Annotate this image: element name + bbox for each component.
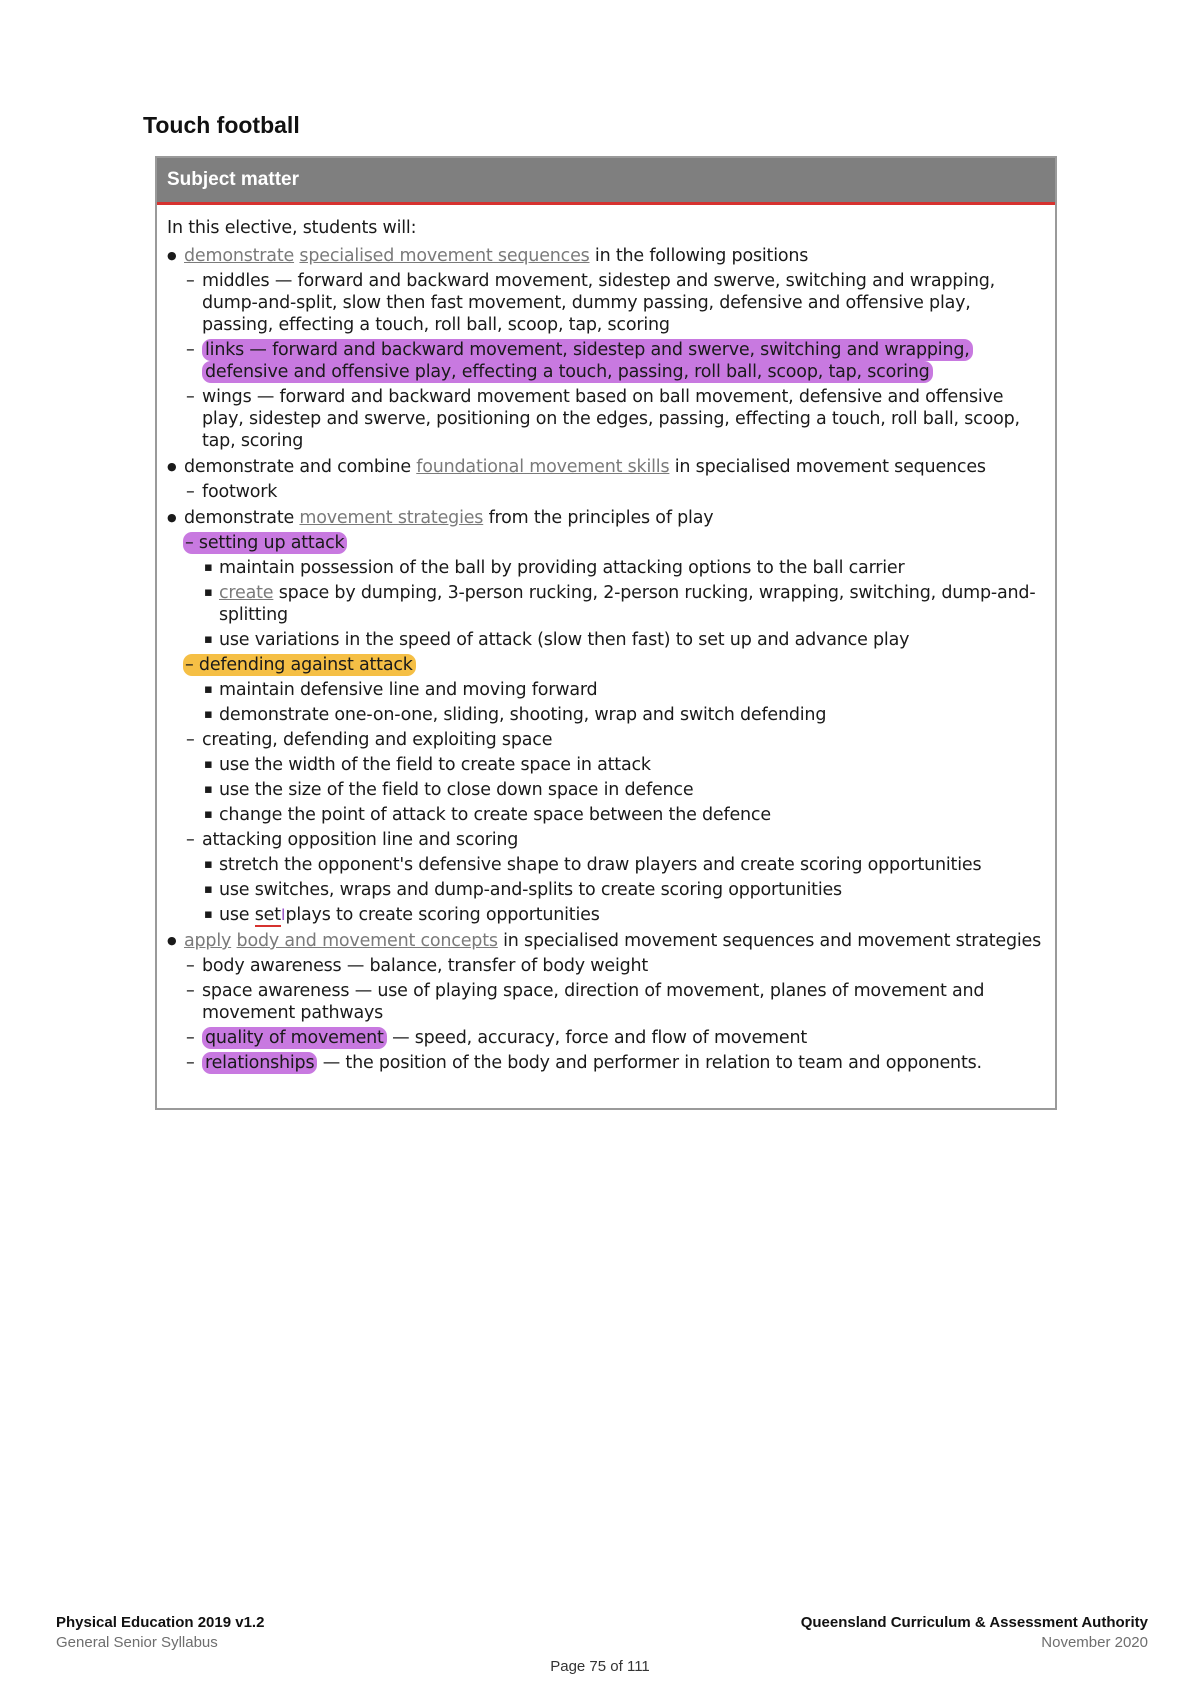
highlight-relationships[interactable]: relationships — [202, 1052, 317, 1074]
sub-item-text: defending against attack — [198, 655, 413, 675]
highlight-quality-of-movement[interactable]: quality of movement — [202, 1027, 387, 1049]
sub-item-creating-space: – creating, defending and exploiting space — [186, 730, 553, 750]
point-defending-types: ▪ demonstrate one-on-one, sliding, shooting, wrap and switch defending — [167, 704, 1043, 726]
sub-item-wings: – wings — forward and backward movement based on ball movement, defensive and offensive play, sidestep and swerve, positioning on the edges, passing, effecting a touch, roll ball, scoop, tap, scoring — [186, 387, 1020, 451]
sub-item-body-awareness: – body awareness — balance, transfer of body weight — [186, 956, 649, 976]
sub-item-text: body awareness — balance, transfer of body weight — [202, 956, 649, 976]
point-size: ▪ use the size of the field to close down space in defence — [167, 779, 1043, 801]
point-text: space by dumping, 3-person rucking, 2-person rucking, wrapping, switching, dump-and-splitting — [219, 583, 1036, 625]
glossary-link-body-and-movement-concepts[interactable]: body and movement concepts — [236, 931, 498, 951]
sub-item-footwork: – footwork — [186, 482, 278, 502]
sub-item-text: setting up attack — [198, 533, 345, 553]
glossary-link-foundational-movement-skills[interactable]: foundational movement skills — [416, 457, 670, 477]
point-create-space — [167, 582, 1043, 626]
footer-date: November 2020 — [1041, 1634, 1148, 1651]
glossary-link-create[interactable]: create — [219, 583, 274, 603]
section-heading: Touch football — [143, 112, 300, 138]
point-maintain-possession: ▪ maintain possession of the ball by providing attacking options to the ball carrier — [167, 557, 1043, 579]
spellcheck-underline[interactable]: set — [254, 905, 281, 925]
sub-item-text: — the position of the body and performer in relation to team and opponents. — [317, 1053, 982, 1073]
point-speed-variations: ▪ use variations in the speed of attack (slow then fast) to set up and advance play — [167, 629, 1043, 651]
sub-item-text: attacking opposition line and scoring — [202, 830, 519, 850]
bullet-text: demonstrate — [184, 508, 300, 528]
bullet-text: in specialised movement sequences and movement strategies — [497, 931, 1042, 951]
bullet-body-movement-concepts — [167, 930, 1043, 952]
point-set-plays — [167, 904, 1043, 926]
point-width: ▪ use the width of the field to create space in attack — [167, 754, 1043, 776]
sub-item-text: space awareness — use of playing space, direction of movement, planes of movement and movement pathways — [202, 981, 985, 1023]
sub-item-middles: – middles — forward and backward movement, sidestep and swerve, switching and wrapping, dump-and-split, slow then fast movement, dummy passing, defensive and offensive play, passing, effecting a touch, roll ball, scoop, tap, scoring — [186, 271, 996, 335]
footer-authority: Queensland Curriculum & Assessment Authority — [800, 1614, 1148, 1631]
point-stretch-defence: ▪ stretch the opponent's defensive shape to draw players and create scoring opportunities — [167, 854, 1043, 876]
footer-document-subtitle: General Senior Syllabus — [56, 1634, 218, 1651]
sub-item-attacking-opposition: – attacking opposition line and scoring — [186, 830, 519, 850]
highlight-links[interactable]: links — forward and backward movement, sidestep and swerve, switching and wrapping, defensive and offensive play, effecting a touch, passing, roll ball, scoop, tap, scoring — [202, 339, 973, 383]
bullet-text: in the following positions — [589, 246, 809, 266]
highlight-defending-against-attack[interactable]: – defending against attack — [183, 654, 416, 676]
bullet-movement-strategies — [167, 507, 1043, 529]
sub-item-links: – links — forward and backward movement, sidestep and swerve, switching and wrapping, defensive and offensive play, effecting a touch, passing, roll ball, scoop, tap, scoring — [167, 339, 1043, 383]
subject-matter-panel — [155, 156, 1057, 1110]
bullet-specialised-sequences — [167, 245, 1043, 267]
sub-item-quality-of-movement: – quality of movement — speed, accuracy, force and flow of movement — [186, 1028, 807, 1048]
panel-body — [157, 205, 1055, 1074]
highlight-setting-up-attack[interactable]: – setting up attack — [183, 532, 347, 554]
sub-item-text: wings — forward and backward movement based on ball movement, defensive and offensive play, sidestep and swerve, positioning on the edges, passing, effecting a touch, roll ball, scoop, tap, scoring — [202, 387, 1020, 451]
page-number: Page 75 of 111 — [550, 1658, 650, 1675]
sub-item-relationships: – relationships — the position of the body and performer in relation to team and opponents. — [186, 1053, 982, 1073]
sub-item-text: footwork — [202, 482, 278, 502]
sub-item-text: middles — forward and backward movement, sidestep and swerve, switching and wrapping, dump-and-split, slow then fast movement, dummy passing, defensive and offensive play, passing, effecting a touch, roll ball, scoop, tap, scoring — [202, 271, 996, 335]
text-cursor-icon: I — [280, 905, 286, 924]
bullet-foundational-skills — [167, 456, 1043, 478]
point-defensive-line: ▪ maintain defensive line and moving forward — [167, 679, 1043, 701]
sub-item-defending-against-attack — [167, 654, 1043, 676]
bullet-text: in specialised movement sequences — [669, 457, 986, 477]
sub-item-text: — speed, accuracy, force and flow of movement — [386, 1028, 807, 1048]
panel-header: Subject matter — [157, 158, 1055, 205]
point-text: plays to create scoring opportunities — [285, 905, 600, 925]
sub-item-space-awareness: – space awareness — use of playing space, direction of movement, planes of movement and movement pathways — [186, 981, 985, 1023]
glossary-link-apply[interactable]: apply — [184, 931, 232, 951]
glossary-link-movement-strategies[interactable]: movement strategies — [299, 508, 484, 528]
point-change-attack: ▪ change the point of attack to create space between the defence — [167, 804, 1043, 826]
point-switches-wraps: ▪ use switches, wraps and dump-and-splits to create scoring opportunities — [167, 879, 1043, 901]
intro-text: In this elective, students will: — [167, 218, 417, 238]
bullet-text: from the principles of play — [483, 508, 714, 528]
glossary-link-specialised-movement-sequences[interactable]: specialised movement sequences — [299, 246, 590, 266]
bullet-text: demonstrate and combine — [184, 457, 417, 477]
sub-item-text: creating, defending and exploiting space — [202, 730, 553, 750]
glossary-link-demonstrate[interactable]: demonstrate — [184, 246, 295, 266]
footer-document-title: Physical Education 2019 v1.2 — [56, 1614, 265, 1631]
sub-item-setting-up-attack — [167, 532, 1043, 554]
point-text: use — [219, 905, 255, 925]
